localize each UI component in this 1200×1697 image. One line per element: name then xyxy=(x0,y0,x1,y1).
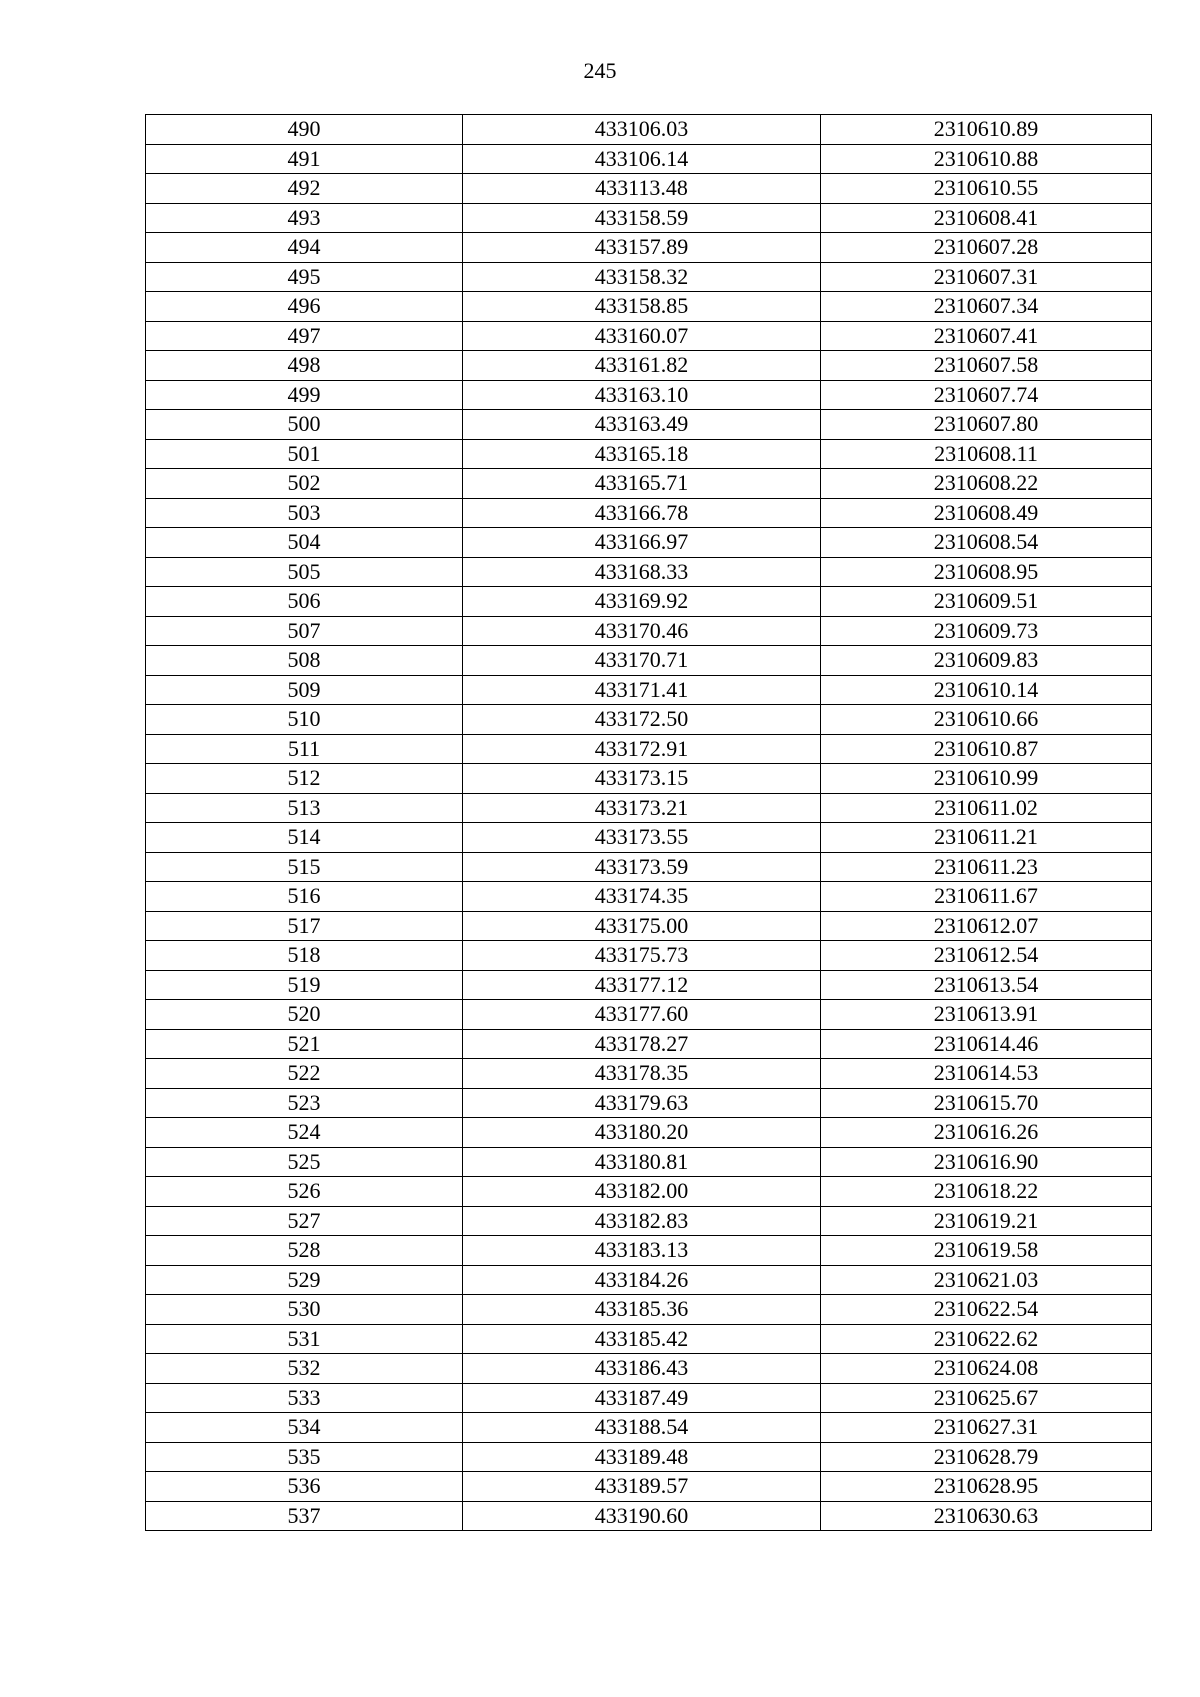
point-number-cell: 506 xyxy=(146,587,463,617)
x-coordinate-cell: 433166.97 xyxy=(463,528,821,558)
table-row xyxy=(146,174,1152,204)
y-coordinate-cell: 2310610.89 xyxy=(821,115,1152,145)
point-number-cell: 494 xyxy=(146,233,463,263)
point-number-cell: 497 xyxy=(146,321,463,351)
y-coordinate-cell: 2310616.90 xyxy=(821,1147,1152,1177)
y-coordinate-cell: 2310611.23 xyxy=(821,852,1152,882)
x-coordinate-cell: 433180.20 xyxy=(463,1118,821,1148)
x-coordinate-cell: 433173.15 xyxy=(463,764,821,794)
y-coordinate-cell: 2310614.46 xyxy=(821,1029,1152,1059)
y-coordinate-cell: 2310612.07 xyxy=(821,911,1152,941)
y-coordinate-cell: 2310608.11 xyxy=(821,439,1152,469)
y-coordinate-cell: 2310608.49 xyxy=(821,498,1152,528)
x-coordinate-cell: 433182.83 xyxy=(463,1206,821,1236)
x-coordinate-cell: 433175.00 xyxy=(463,911,821,941)
x-coordinate-cell: 433173.55 xyxy=(463,823,821,853)
x-coordinate-cell: 433173.21 xyxy=(463,793,821,823)
x-coordinate-cell: 433179.63 xyxy=(463,1088,821,1118)
y-coordinate-cell: 2310609.83 xyxy=(821,646,1152,676)
coordinates-table-body xyxy=(146,115,1152,1531)
point-number-cell: 509 xyxy=(146,675,463,705)
table-row xyxy=(146,1059,1152,1089)
x-coordinate-cell: 433173.59 xyxy=(463,852,821,882)
table-row xyxy=(146,1118,1152,1148)
point-number-cell: 536 xyxy=(146,1472,463,1502)
x-coordinate-cell: 433161.82 xyxy=(463,351,821,381)
x-coordinate-cell: 433184.26 xyxy=(463,1265,821,1295)
x-coordinate-cell: 433170.46 xyxy=(463,616,821,646)
point-number-cell: 512 xyxy=(146,764,463,794)
point-number-cell: 531 xyxy=(146,1324,463,1354)
point-number-cell: 514 xyxy=(146,823,463,853)
x-coordinate-cell: 433174.35 xyxy=(463,882,821,912)
y-coordinate-cell: 2310607.80 xyxy=(821,410,1152,440)
x-coordinate-cell: 433169.92 xyxy=(463,587,821,617)
table-row xyxy=(146,115,1152,145)
table-row xyxy=(146,970,1152,1000)
point-number-cell: 498 xyxy=(146,351,463,381)
point-number-cell: 532 xyxy=(146,1354,463,1384)
point-number-cell: 526 xyxy=(146,1177,463,1207)
y-coordinate-cell: 2310610.55 xyxy=(821,174,1152,204)
point-number-cell: 516 xyxy=(146,882,463,912)
y-coordinate-cell: 2310609.73 xyxy=(821,616,1152,646)
point-number-cell: 511 xyxy=(146,734,463,764)
point-number-cell: 499 xyxy=(146,380,463,410)
y-coordinate-cell: 2310618.22 xyxy=(821,1177,1152,1207)
point-number-cell: 517 xyxy=(146,911,463,941)
table-row xyxy=(146,528,1152,558)
y-coordinate-cell: 2310607.31 xyxy=(821,262,1152,292)
x-coordinate-cell: 433178.35 xyxy=(463,1059,821,1089)
point-number-cell: 522 xyxy=(146,1059,463,1089)
table-row xyxy=(146,911,1152,941)
table-row xyxy=(146,1354,1152,1384)
x-coordinate-cell: 433157.89 xyxy=(463,233,821,263)
point-number-cell: 504 xyxy=(146,528,463,558)
table-row xyxy=(146,1413,1152,1443)
table-row xyxy=(146,498,1152,528)
table-row xyxy=(146,1501,1152,1531)
x-coordinate-cell: 433175.73 xyxy=(463,941,821,971)
x-coordinate-cell: 433165.71 xyxy=(463,469,821,499)
point-number-cell: 513 xyxy=(146,793,463,823)
y-coordinate-cell: 2310627.31 xyxy=(821,1413,1152,1443)
table-row xyxy=(146,1029,1152,1059)
point-number-cell: 520 xyxy=(146,1000,463,1030)
x-coordinate-cell: 433190.60 xyxy=(463,1501,821,1531)
point-number-cell: 492 xyxy=(146,174,463,204)
x-coordinate-cell: 433177.60 xyxy=(463,1000,821,1030)
x-coordinate-cell: 433158.32 xyxy=(463,262,821,292)
y-coordinate-cell: 2310622.54 xyxy=(821,1295,1152,1325)
point-number-cell: 510 xyxy=(146,705,463,735)
y-coordinate-cell: 2310613.54 xyxy=(821,970,1152,1000)
y-coordinate-cell: 2310608.54 xyxy=(821,528,1152,558)
x-coordinate-cell: 433172.50 xyxy=(463,705,821,735)
x-coordinate-cell: 433106.14 xyxy=(463,144,821,174)
y-coordinate-cell: 2310611.67 xyxy=(821,882,1152,912)
x-coordinate-cell: 433113.48 xyxy=(463,174,821,204)
table-row xyxy=(146,1383,1152,1413)
x-coordinate-cell: 433186.43 xyxy=(463,1354,821,1384)
y-coordinate-cell: 2310607.74 xyxy=(821,380,1152,410)
point-number-cell: 502 xyxy=(146,469,463,499)
point-number-cell: 503 xyxy=(146,498,463,528)
y-coordinate-cell: 2310608.41 xyxy=(821,203,1152,233)
table-row xyxy=(146,233,1152,263)
x-coordinate-cell: 433168.33 xyxy=(463,557,821,587)
point-number-cell: 495 xyxy=(146,262,463,292)
point-number-cell: 505 xyxy=(146,557,463,587)
point-number-cell: 519 xyxy=(146,970,463,1000)
y-coordinate-cell: 2310622.62 xyxy=(821,1324,1152,1354)
y-coordinate-cell: 2310607.58 xyxy=(821,351,1152,381)
point-number-cell: 518 xyxy=(146,941,463,971)
y-coordinate-cell: 2310619.21 xyxy=(821,1206,1152,1236)
y-coordinate-cell: 2310607.28 xyxy=(821,233,1152,263)
x-coordinate-cell: 433187.49 xyxy=(463,1383,821,1413)
point-number-cell: 533 xyxy=(146,1383,463,1413)
x-coordinate-cell: 433185.36 xyxy=(463,1295,821,1325)
x-coordinate-cell: 433106.03 xyxy=(463,115,821,145)
point-number-cell: 537 xyxy=(146,1501,463,1531)
table-row xyxy=(146,1472,1152,1502)
point-number-cell: 491 xyxy=(146,144,463,174)
table-row xyxy=(146,646,1152,676)
y-coordinate-cell: 2310611.21 xyxy=(821,823,1152,853)
point-number-cell: 521 xyxy=(146,1029,463,1059)
y-coordinate-cell: 2310607.34 xyxy=(821,292,1152,322)
x-coordinate-cell: 433177.12 xyxy=(463,970,821,1000)
point-number-cell: 534 xyxy=(146,1413,463,1443)
point-number-cell: 493 xyxy=(146,203,463,233)
table-row xyxy=(146,675,1152,705)
table-row xyxy=(146,557,1152,587)
table-row xyxy=(146,380,1152,410)
y-coordinate-cell: 2310624.08 xyxy=(821,1354,1152,1384)
point-number-cell: 529 xyxy=(146,1265,463,1295)
point-number-cell: 527 xyxy=(146,1206,463,1236)
x-coordinate-cell: 433165.18 xyxy=(463,439,821,469)
point-number-cell: 525 xyxy=(146,1147,463,1177)
x-coordinate-cell: 433163.49 xyxy=(463,410,821,440)
table-row xyxy=(146,203,1152,233)
point-number-cell: 515 xyxy=(146,852,463,882)
point-number-cell: 528 xyxy=(146,1236,463,1266)
y-coordinate-cell: 2310610.88 xyxy=(821,144,1152,174)
point-number-cell: 508 xyxy=(146,646,463,676)
table-row xyxy=(146,1147,1152,1177)
point-number-cell: 530 xyxy=(146,1295,463,1325)
y-coordinate-cell: 2310608.22 xyxy=(821,469,1152,499)
table-row xyxy=(146,1295,1152,1325)
table-row xyxy=(146,616,1152,646)
table-row xyxy=(146,321,1152,351)
x-coordinate-cell: 433158.59 xyxy=(463,203,821,233)
y-coordinate-cell: 2310625.67 xyxy=(821,1383,1152,1413)
table-row xyxy=(146,292,1152,322)
x-coordinate-cell: 433188.54 xyxy=(463,1413,821,1443)
y-coordinate-cell: 2310611.02 xyxy=(821,793,1152,823)
y-coordinate-cell: 2310615.70 xyxy=(821,1088,1152,1118)
table-row xyxy=(146,351,1152,381)
x-coordinate-cell: 433189.57 xyxy=(463,1472,821,1502)
table-row xyxy=(146,439,1152,469)
table-row xyxy=(146,469,1152,499)
x-coordinate-cell: 433178.27 xyxy=(463,1029,821,1059)
table-row xyxy=(146,793,1152,823)
table-row xyxy=(146,1000,1152,1030)
x-coordinate-cell: 433170.71 xyxy=(463,646,821,676)
table-row xyxy=(146,587,1152,617)
x-coordinate-cell: 433171.41 xyxy=(463,675,821,705)
table-row xyxy=(146,1265,1152,1295)
table-row xyxy=(146,262,1152,292)
x-coordinate-cell: 433172.91 xyxy=(463,734,821,764)
table-row xyxy=(146,1088,1152,1118)
table-row xyxy=(146,823,1152,853)
page-number: 245 xyxy=(583,58,617,83)
table-row xyxy=(146,705,1152,735)
point-number-cell: 507 xyxy=(146,616,463,646)
table-row xyxy=(146,1206,1152,1236)
y-coordinate-cell: 2310628.79 xyxy=(821,1442,1152,1472)
y-coordinate-cell: 2310619.58 xyxy=(821,1236,1152,1266)
table-row xyxy=(146,1177,1152,1207)
point-number-cell: 500 xyxy=(146,410,463,440)
point-number-cell: 535 xyxy=(146,1442,463,1472)
table-row xyxy=(146,1442,1152,1472)
x-coordinate-cell: 433183.13 xyxy=(463,1236,821,1266)
x-coordinate-cell: 433163.10 xyxy=(463,380,821,410)
table-row xyxy=(146,852,1152,882)
table-row xyxy=(146,1236,1152,1266)
x-coordinate-cell: 433160.07 xyxy=(463,321,821,351)
x-coordinate-cell: 433185.42 xyxy=(463,1324,821,1354)
y-coordinate-cell: 2310610.66 xyxy=(821,705,1152,735)
table-row xyxy=(146,764,1152,794)
y-coordinate-cell: 2310613.91 xyxy=(821,1000,1152,1030)
y-coordinate-cell: 2310610.87 xyxy=(821,734,1152,764)
x-coordinate-cell: 433158.85 xyxy=(463,292,821,322)
point-number-cell: 490 xyxy=(146,115,463,145)
y-coordinate-cell: 2310609.51 xyxy=(821,587,1152,617)
table-row xyxy=(146,410,1152,440)
table-row xyxy=(146,734,1152,764)
y-coordinate-cell: 2310621.03 xyxy=(821,1265,1152,1295)
coordinates-table xyxy=(145,114,1152,1531)
table-row xyxy=(146,1324,1152,1354)
x-coordinate-cell: 433189.48 xyxy=(463,1442,821,1472)
table-row xyxy=(146,882,1152,912)
y-coordinate-cell: 2310608.95 xyxy=(821,557,1152,587)
x-coordinate-cell: 433180.81 xyxy=(463,1147,821,1177)
y-coordinate-cell: 2310616.26 xyxy=(821,1118,1152,1148)
point-number-cell: 524 xyxy=(146,1118,463,1148)
point-number-cell: 523 xyxy=(146,1088,463,1118)
y-coordinate-cell: 2310614.53 xyxy=(821,1059,1152,1089)
y-coordinate-cell: 2310630.63 xyxy=(821,1501,1152,1531)
y-coordinate-cell: 2310628.95 xyxy=(821,1472,1152,1502)
table-row xyxy=(146,144,1152,174)
y-coordinate-cell: 2310610.14 xyxy=(821,675,1152,705)
y-coordinate-cell: 2310607.41 xyxy=(821,321,1152,351)
table-row xyxy=(146,941,1152,971)
y-coordinate-cell: 2310610.99 xyxy=(821,764,1152,794)
x-coordinate-cell: 433182.00 xyxy=(463,1177,821,1207)
point-number-cell: 496 xyxy=(146,292,463,322)
y-coordinate-cell: 2310612.54 xyxy=(821,941,1152,971)
point-number-cell: 501 xyxy=(146,439,463,469)
x-coordinate-cell: 433166.78 xyxy=(463,498,821,528)
